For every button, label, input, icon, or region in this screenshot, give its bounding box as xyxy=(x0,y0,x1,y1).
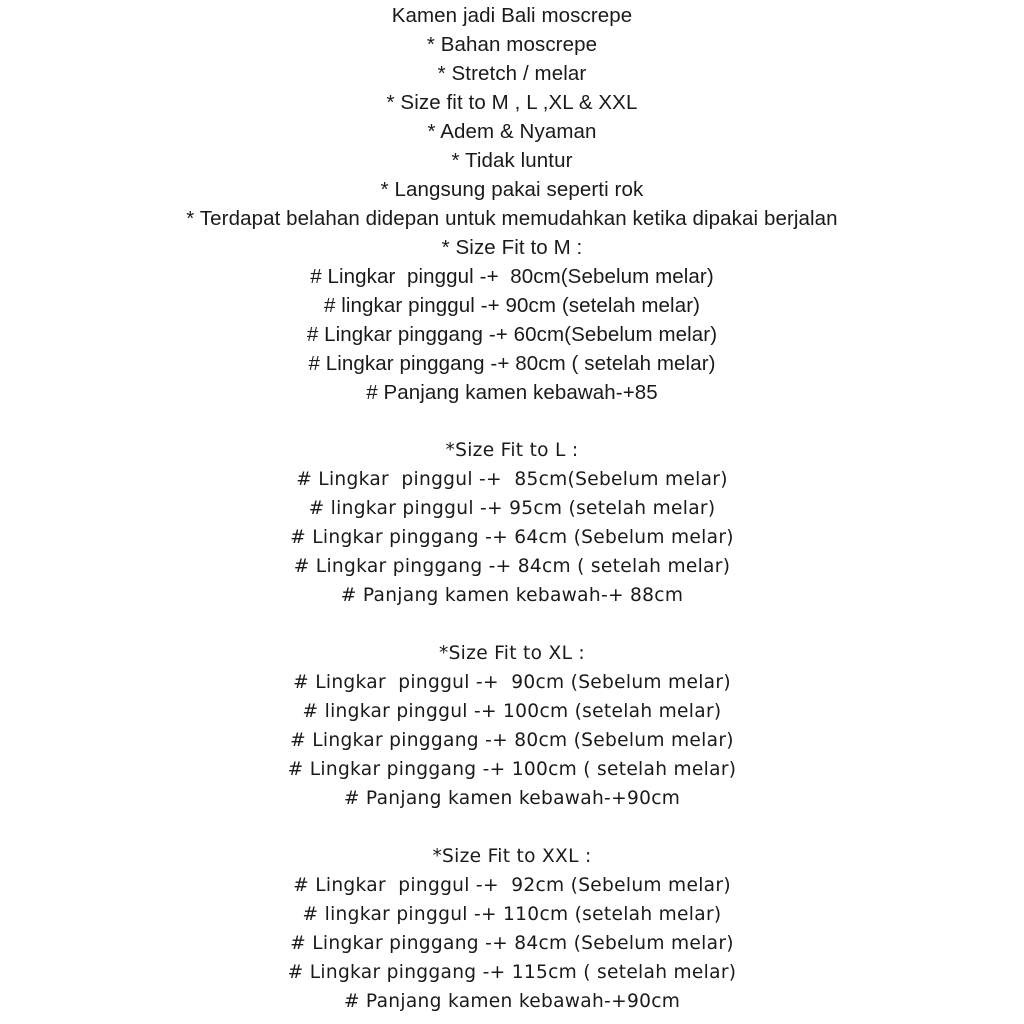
size-measurement: # Lingkar pinggul -+ 92cm (Sebelum melar) xyxy=(293,875,731,896)
size-measurement: # Lingkar pinggul -+ 85cm(Sebelum melar) xyxy=(296,469,728,490)
size-measurement: # lingkar pinggul -+ 95cm (setelah melar) xyxy=(308,498,716,519)
size-measurement: # lingkar pinggul -+ 110cm (setelah melar) xyxy=(302,904,722,925)
document-title: Kamen jadi Bali moscrepe xyxy=(391,4,633,27)
size-measurement: # Lingkar pinggang -+ 60cm(Sebelum melar) xyxy=(306,323,718,346)
size-heading: * Size Fit to M : xyxy=(441,236,583,259)
product-description xyxy=(0,1,1024,1016)
blank-line xyxy=(0,813,1024,842)
size-measurement: # Panjang kamen kebawah-+90cm xyxy=(343,991,681,1012)
blank-line xyxy=(0,407,1024,436)
size-measurement: # Panjang kamen kebawah-+ 88cm xyxy=(340,585,684,606)
size-measurement: # Lingkar pinggul -+ 90cm (Sebelum melar) xyxy=(293,672,731,693)
size-heading: *Size Fit to XXL : xyxy=(432,846,592,867)
size-measurement: # Lingkar pinggang -+ 115cm ( setelah melar) xyxy=(287,962,737,983)
feature-item: * Tidak luntur xyxy=(451,149,573,172)
size-measurement: # Lingkar pinggang -+ 100cm ( setelah melar) xyxy=(287,759,737,780)
blank-line xyxy=(0,610,1024,639)
feature-item: * Size fit to M , L ,XL & XXL xyxy=(386,91,638,114)
feature-item: * Langsung pakai seperti rok xyxy=(380,178,644,201)
size-measurement: # Lingkar pinggang -+ 84cm ( setelah melar) xyxy=(293,556,731,577)
size-measurement: # Panjang kamen kebawah-+85 xyxy=(366,381,658,404)
size-heading: *Size Fit to XL : xyxy=(438,643,586,664)
size-measurement: # Lingkar pinggul -+ 80cm(Sebelum melar) xyxy=(310,265,714,288)
size-measurement: # Lingkar pinggang -+ 64cm (Sebelum melar) xyxy=(290,527,734,548)
feature-item: * Terdapat belahan didepan untuk memudahkan ketika dipakai berjalan xyxy=(186,207,838,230)
size-heading: *Size Fit to L : xyxy=(445,440,579,461)
feature-item: * Stretch / melar xyxy=(437,62,587,85)
size-measurement: # Panjang kamen kebawah-+90cm xyxy=(343,788,681,809)
feature-item: * Bahan moscrepe xyxy=(426,33,598,56)
size-measurement: # Lingkar pinggang -+ 80cm ( setelah melar) xyxy=(308,352,716,375)
size-measurement: # Lingkar pinggang -+ 84cm (Sebelum melar) xyxy=(290,933,734,954)
size-measurement: # Lingkar pinggang -+ 80cm (Sebelum melar) xyxy=(290,730,734,751)
size-measurement: # lingkar pinggul -+ 90cm (setelah melar) xyxy=(323,294,701,317)
feature-item: * Adem & Nyaman xyxy=(427,120,597,143)
size-measurement: # lingkar pinggul -+ 100cm (setelah melar) xyxy=(302,701,722,722)
